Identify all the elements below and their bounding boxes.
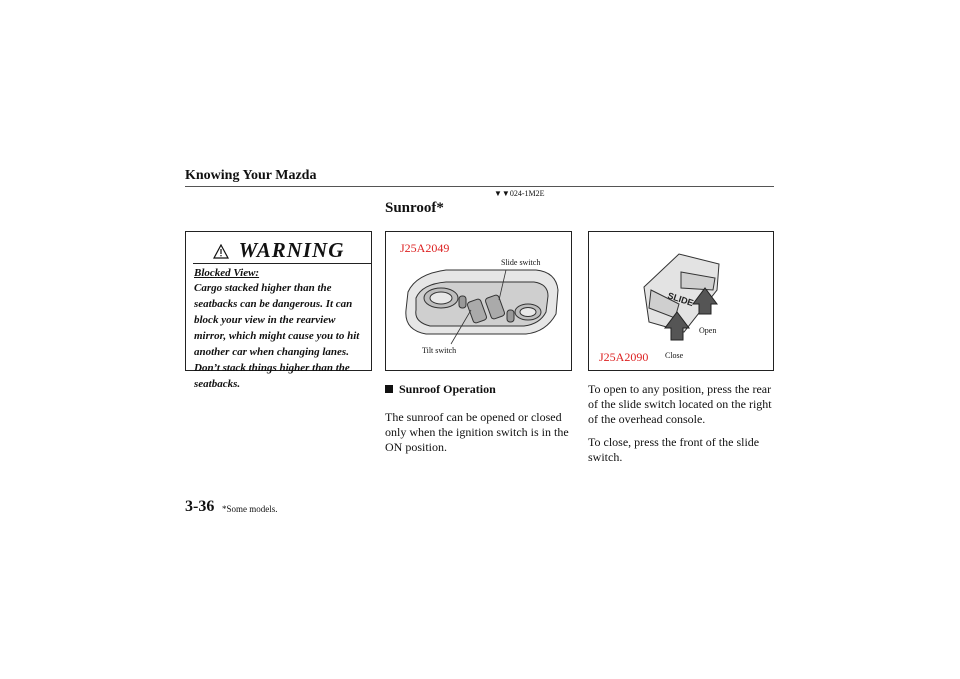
- page-title: Sunroof*: [385, 200, 444, 216]
- slide-switch-label: Slide switch: [501, 258, 541, 267]
- open-instruction: To open to any position, press the rear of the slide switch located on the right of the overhead console.: [588, 382, 772, 426]
- tilt-switch-label: Tilt switch: [422, 346, 457, 355]
- operation-heading: [385, 382, 496, 397]
- operation-heading-text: Sunroof Operation: [399, 382, 496, 396]
- footnote: *Some models.: [222, 504, 278, 514]
- open-label: Open: [699, 326, 717, 335]
- warning-heading: [186, 238, 371, 263]
- close-label: Close: [665, 351, 684, 360]
- figure-slide-switch: [588, 231, 774, 371]
- slide-text: SLIDE: [666, 290, 695, 309]
- close-instruction: To close, press the front of the slide switch.: [588, 435, 760, 464]
- warning-triangle-icon: [213, 244, 229, 259]
- section-code: ▼▼024-1M2E: [494, 189, 545, 198]
- warning-box: [185, 231, 372, 390]
- page-number: 3-36: [185, 498, 215, 515]
- operation-text: The sunroof can be opened or closed only when the ignition switch is in the ON position.: [385, 410, 569, 454]
- warning-heading-text: WARNING: [238, 238, 345, 262]
- figure-overhead-console: [385, 231, 572, 371]
- header-rule: [185, 186, 774, 187]
- figure1-code: J25A2049: [400, 241, 450, 255]
- square-bullet-icon: [385, 385, 393, 393]
- warning-subtitle: Blocked View:: [194, 267, 260, 279]
- warning-divider: [193, 263, 371, 264]
- figure2-code: J25A2090: [599, 350, 649, 364]
- warning-body: Cargo stacked higher than the seatbacks can be dangerous. It can block your view in the rearview mirror, which might cause you to hit another car when changing lanes. Don’t stack things higher than the seatbacks.: [194, 282, 360, 390]
- section-header: Knowing Your Mazda: [185, 168, 317, 183]
